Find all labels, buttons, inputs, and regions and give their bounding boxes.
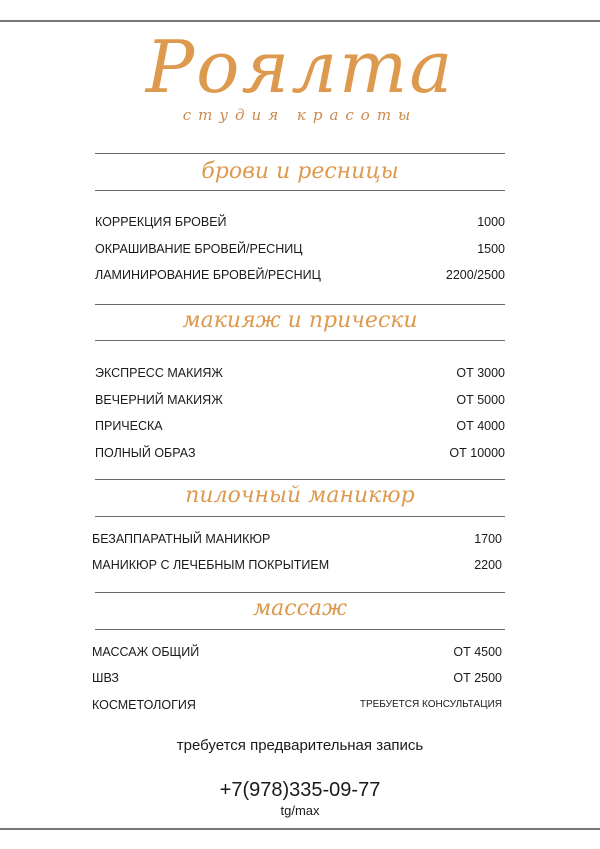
divider — [95, 304, 505, 305]
service-name: ПОЛНЫЙ ОБРАЗ — [95, 446, 196, 460]
price-row — [95, 444, 505, 462]
service-price: ОТ 3000 — [456, 366, 505, 380]
section-title: пилочный маникюр — [185, 483, 415, 508]
price-row — [92, 696, 502, 714]
price-row — [92, 643, 502, 661]
service-price: 1500 — [477, 242, 505, 256]
price-row — [95, 266, 505, 284]
service-price: 2200/2500 — [445, 268, 505, 282]
service-name: МАССАЖ ОБЩИЙ — [92, 645, 200, 659]
booking-note: требуется предварительная запись — [176, 737, 424, 754]
service-name: ОКРАШИВАНИЕ БРОВЕЙ/РЕСНИЦ — [95, 242, 303, 256]
service-name: ЭКСПРЕСС МАКИЯЖ — [95, 366, 223, 380]
brand-subtitle: студия красоты — [182, 106, 418, 124]
service-price: 1700 — [474, 532, 502, 546]
service-price: ОТ 10000 — [449, 446, 505, 460]
service-price: ОТ 2500 — [453, 671, 502, 685]
price-row — [92, 669, 502, 687]
service-price: 2200 — [474, 558, 502, 572]
price-row — [92, 530, 502, 548]
bottom-border — [0, 828, 600, 830]
service-name: МАНИКЮР С ЛЕЧЕБНЫМ ПОКРЫТИЕМ — [92, 558, 330, 572]
service-price: ТРЕБУЕТСЯ КОНСУЛЬТАЦИЯ — [359, 699, 502, 710]
price-row — [95, 364, 505, 382]
service-name: ВЕЧЕРНИЙ МАКИЯЖ — [95, 393, 223, 407]
service-price: 1000 — [477, 215, 505, 229]
service-price: ОТ 4000 — [456, 419, 505, 433]
service-name: ПРИЧЕСКА — [95, 419, 163, 433]
price-row — [95, 240, 505, 258]
service-price: ОТ 5000 — [456, 393, 505, 407]
divider — [95, 592, 505, 593]
brand-logo: Роялта — [145, 25, 455, 109]
divider — [95, 153, 505, 154]
service-name: ШВЗ — [92, 671, 119, 685]
price-row — [95, 417, 505, 435]
section-title: массаж — [252, 596, 348, 621]
messengers: tg/max — [280, 803, 320, 818]
divider — [95, 479, 505, 480]
price-row — [95, 213, 505, 231]
section-title: макияж и прически — [182, 308, 418, 333]
service-name: КОРРЕКЦИЯ БРОВЕЙ — [95, 215, 227, 229]
service-name: ЛАМИНИРОВАНИЕ БРОВЕЙ/РЕСНИЦ — [95, 268, 321, 282]
divider — [95, 190, 505, 191]
divider — [95, 340, 505, 341]
service-name: КОСМЕТОЛОГИЯ — [92, 698, 196, 712]
price-row — [92, 556, 502, 574]
phone-number: +7(978)335-09-77 — [219, 779, 381, 801]
section-title: брови и ресницы — [201, 159, 399, 184]
service-price: ОТ 4500 — [453, 645, 502, 659]
service-name: БЕЗАППАРАТНЫЙ МАНИКЮР — [92, 532, 271, 546]
divider — [95, 516, 505, 517]
price-row — [95, 391, 505, 409]
divider — [95, 629, 505, 630]
